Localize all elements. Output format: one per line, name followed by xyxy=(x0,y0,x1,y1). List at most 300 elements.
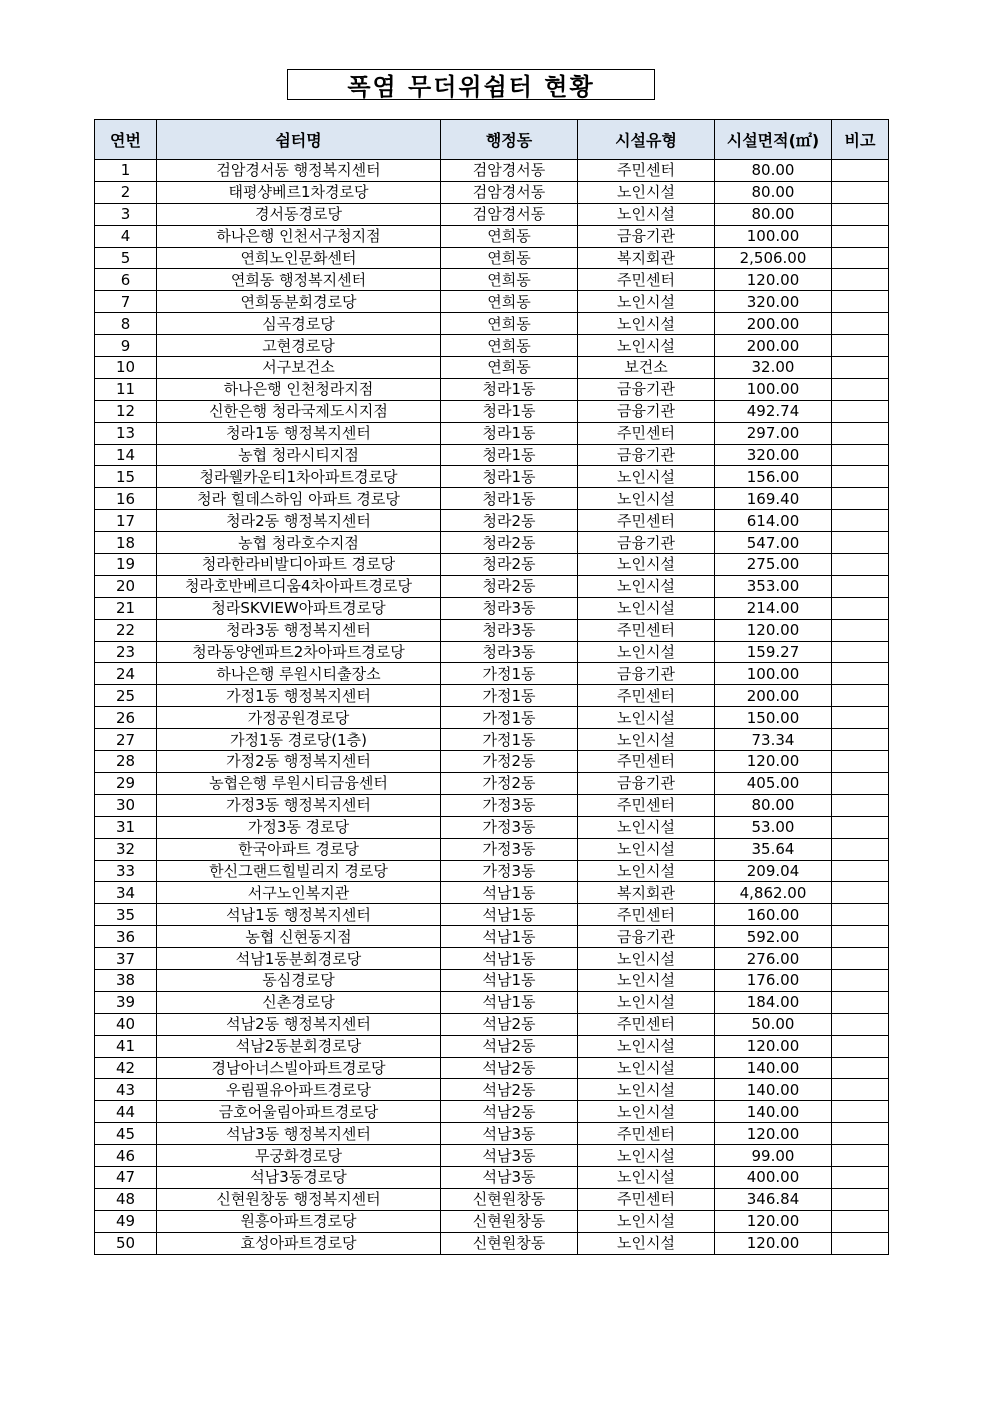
cell-area: 169.40 xyxy=(715,488,832,510)
cell-remarks xyxy=(832,707,889,729)
cell-shelter-name: 우림필유아파트경로당 xyxy=(157,1079,441,1101)
table-row xyxy=(95,357,889,379)
table-row xyxy=(95,291,889,313)
cell-number: 22 xyxy=(95,619,157,641)
cell-number: 23 xyxy=(95,641,157,663)
column-header-remarks: 비고 xyxy=(832,120,889,160)
cell-area: 276.00 xyxy=(715,948,832,970)
cell-remarks xyxy=(832,816,889,838)
cell-number: 32 xyxy=(95,838,157,860)
cell-district: 가정2동 xyxy=(441,772,578,794)
cell-district: 청라1동 xyxy=(441,444,578,466)
cell-remarks xyxy=(832,663,889,685)
cell-remarks xyxy=(832,882,889,904)
table-row xyxy=(95,575,889,597)
cell-area: 120.00 xyxy=(715,751,832,773)
cell-number: 25 xyxy=(95,685,157,707)
cell-remarks xyxy=(832,444,889,466)
cell-facility-type: 금융기관 xyxy=(578,400,715,422)
table-row xyxy=(95,597,889,619)
cell-district: 석남1동 xyxy=(441,969,578,991)
cell-remarks xyxy=(832,1232,889,1254)
cell-district: 가정1동 xyxy=(441,707,578,729)
cell-remarks xyxy=(832,1013,889,1035)
table-row xyxy=(95,1232,889,1254)
cell-area: 120.00 xyxy=(715,1123,832,1145)
cell-number: 41 xyxy=(95,1035,157,1057)
cell-shelter-name: 가정1동 행정복지센터 xyxy=(157,685,441,707)
cell-area: 400.00 xyxy=(715,1166,832,1188)
cell-district: 신현원창동 xyxy=(441,1210,578,1232)
cell-number: 4 xyxy=(95,225,157,247)
cell-district: 석남1동 xyxy=(441,926,578,948)
cell-district: 석남3동 xyxy=(441,1123,578,1145)
column-header-district: 행정동 xyxy=(441,120,578,160)
cell-remarks xyxy=(832,1101,889,1123)
cell-remarks xyxy=(832,685,889,707)
cell-district: 신현원창동 xyxy=(441,1232,578,1254)
cell-remarks xyxy=(832,948,889,970)
table-row xyxy=(95,1188,889,1210)
cell-facility-type: 노인시설 xyxy=(578,860,715,882)
table-row xyxy=(95,816,889,838)
cell-number: 13 xyxy=(95,422,157,444)
cell-area: 320.00 xyxy=(715,444,832,466)
cell-number: 49 xyxy=(95,1210,157,1232)
cell-facility-type: 주민센터 xyxy=(578,422,715,444)
table-row xyxy=(95,1166,889,1188)
cell-remarks xyxy=(832,1188,889,1210)
cell-number: 26 xyxy=(95,707,157,729)
cell-shelter-name: 경남아너스빌아파트경로당 xyxy=(157,1057,441,1079)
cell-district: 가정1동 xyxy=(441,685,578,707)
cell-district: 청라1동 xyxy=(441,400,578,422)
cell-facility-type: 노인시설 xyxy=(578,597,715,619)
cell-area: 80.00 xyxy=(715,203,832,225)
table-row xyxy=(95,335,889,357)
cell-number: 43 xyxy=(95,1079,157,1101)
cell-number: 24 xyxy=(95,663,157,685)
cell-facility-type: 금융기관 xyxy=(578,772,715,794)
cell-shelter-name: 청라웰카운티1차아파트경로당 xyxy=(157,466,441,488)
table-row xyxy=(95,729,889,751)
cell-district: 석남2동 xyxy=(441,1013,578,1035)
cell-remarks xyxy=(832,1123,889,1145)
cell-facility-type: 주민센터 xyxy=(578,1188,715,1210)
cell-district: 가정3동 xyxy=(441,816,578,838)
cell-area: 53.00 xyxy=(715,816,832,838)
cell-district: 청라3동 xyxy=(441,641,578,663)
cell-district: 가정1동 xyxy=(441,663,578,685)
header-row xyxy=(95,120,889,160)
cell-shelter-name: 석남3동경로당 xyxy=(157,1166,441,1188)
cell-number: 35 xyxy=(95,904,157,926)
cell-number: 50 xyxy=(95,1232,157,1254)
table-row xyxy=(95,488,889,510)
cell-remarks xyxy=(832,1166,889,1188)
column-header-shelter-name: 쉼터명 xyxy=(157,120,441,160)
table-row xyxy=(95,1210,889,1232)
cell-district: 가정3동 xyxy=(441,860,578,882)
cell-remarks xyxy=(832,794,889,816)
cell-shelter-name: 신현원창동 행정복지센터 xyxy=(157,1188,441,1210)
cell-district: 가정3동 xyxy=(441,838,578,860)
table-row xyxy=(95,247,889,269)
table-row xyxy=(95,663,889,685)
cell-number: 47 xyxy=(95,1166,157,1188)
cell-remarks xyxy=(832,335,889,357)
cell-facility-type: 주민센터 xyxy=(578,160,715,182)
cell-facility-type: 복지회관 xyxy=(578,247,715,269)
cell-remarks xyxy=(832,1145,889,1167)
cell-remarks xyxy=(832,422,889,444)
table-row xyxy=(95,1145,889,1167)
cell-area: 200.00 xyxy=(715,685,832,707)
cell-facility-type: 노인시설 xyxy=(578,707,715,729)
cell-district: 연희동 xyxy=(441,357,578,379)
cell-district: 가정1동 xyxy=(441,729,578,751)
cell-remarks xyxy=(832,729,889,751)
table-row xyxy=(95,860,889,882)
cell-facility-type: 노인시설 xyxy=(578,1035,715,1057)
cell-shelter-name: 고현경로당 xyxy=(157,335,441,357)
cell-remarks xyxy=(832,181,889,203)
cell-number: 9 xyxy=(95,335,157,357)
cell-remarks xyxy=(832,926,889,948)
cell-district: 석남2동 xyxy=(441,1035,578,1057)
cell-shelter-name: 농협 청라시티지점 xyxy=(157,444,441,466)
table-row xyxy=(95,466,889,488)
cell-area: 209.04 xyxy=(715,860,832,882)
cell-facility-type: 노인시설 xyxy=(578,948,715,970)
cell-shelter-name: 원흥아파트경로당 xyxy=(157,1210,441,1232)
cell-area: 120.00 xyxy=(715,1210,832,1232)
cell-district: 청라2동 xyxy=(441,510,578,532)
cell-facility-type: 노인시설 xyxy=(578,838,715,860)
cell-area: 4,862.00 xyxy=(715,882,832,904)
table-row xyxy=(95,1035,889,1057)
table-row xyxy=(95,160,889,182)
cell-number: 31 xyxy=(95,816,157,838)
cell-remarks xyxy=(832,860,889,882)
cell-shelter-name: 청라1동 행정복지센터 xyxy=(157,422,441,444)
column-header-number: 연번 xyxy=(95,120,157,160)
cell-area: 140.00 xyxy=(715,1079,832,1101)
cell-area: 2,506.00 xyxy=(715,247,832,269)
cell-number: 20 xyxy=(95,575,157,597)
table-row xyxy=(95,772,889,794)
cell-shelter-name: 석남1동 행정복지센터 xyxy=(157,904,441,926)
cell-facility-type: 주민센터 xyxy=(578,1123,715,1145)
cell-shelter-name: 청라3동 행정복지센터 xyxy=(157,619,441,641)
cell-remarks xyxy=(832,575,889,597)
table-row xyxy=(95,794,889,816)
cell-area: 320.00 xyxy=(715,291,832,313)
cell-number: 16 xyxy=(95,488,157,510)
cell-area: 120.00 xyxy=(715,619,832,641)
cell-area: 160.00 xyxy=(715,904,832,926)
cell-facility-type: 노인시설 xyxy=(578,729,715,751)
cell-remarks xyxy=(832,269,889,291)
cell-number: 19 xyxy=(95,554,157,576)
table-row xyxy=(95,838,889,860)
cell-shelter-name: 금호어울림아파트경로당 xyxy=(157,1101,441,1123)
cell-number: 15 xyxy=(95,466,157,488)
cell-shelter-name: 서구보건소 xyxy=(157,357,441,379)
cell-area: 100.00 xyxy=(715,378,832,400)
cell-district: 검암경서동 xyxy=(441,160,578,182)
cell-remarks xyxy=(832,772,889,794)
cell-shelter-name: 청라SKVIEW아파트경로당 xyxy=(157,597,441,619)
cell-number: 38 xyxy=(95,969,157,991)
cell-remarks xyxy=(832,904,889,926)
cell-shelter-name: 석남1동분회경로당 xyxy=(157,948,441,970)
cell-area: 353.00 xyxy=(715,575,832,597)
cell-facility-type: 주민센터 xyxy=(578,751,715,773)
table-row xyxy=(95,422,889,444)
cell-remarks xyxy=(832,619,889,641)
cell-shelter-name: 서구노인복지관 xyxy=(157,882,441,904)
cell-shelter-name: 가정3동 행정복지센터 xyxy=(157,794,441,816)
cell-shelter-name: 경서동경로당 xyxy=(157,203,441,225)
cell-district: 석남2동 xyxy=(441,1057,578,1079)
cell-area: 140.00 xyxy=(715,1101,832,1123)
cell-facility-type: 노인시설 xyxy=(578,991,715,1013)
cell-district: 가정2동 xyxy=(441,751,578,773)
cell-district: 석남1동 xyxy=(441,904,578,926)
cell-facility-type: 노인시설 xyxy=(578,466,715,488)
cell-number: 8 xyxy=(95,313,157,335)
table-row xyxy=(95,619,889,641)
cell-remarks xyxy=(832,1057,889,1079)
cell-number: 37 xyxy=(95,948,157,970)
cell-shelter-name: 농협은행 루원시티금융센터 xyxy=(157,772,441,794)
cell-area: 120.00 xyxy=(715,1035,832,1057)
cell-facility-type: 금융기관 xyxy=(578,532,715,554)
cell-shelter-name: 연희노인문화센터 xyxy=(157,247,441,269)
column-header-area: 시설면적(㎡) xyxy=(715,120,832,160)
cell-area: 200.00 xyxy=(715,335,832,357)
cell-district: 청라2동 xyxy=(441,554,578,576)
cell-shelter-name: 석남2동 행정복지센터 xyxy=(157,1013,441,1035)
cell-remarks xyxy=(832,751,889,773)
cell-facility-type: 노인시설 xyxy=(578,313,715,335)
cell-area: 592.00 xyxy=(715,926,832,948)
cell-area: 32.00 xyxy=(715,357,832,379)
cell-remarks xyxy=(832,991,889,1013)
cell-shelter-name: 동심경로당 xyxy=(157,969,441,991)
cell-shelter-name: 청라호반베르디움4차아파트경로당 xyxy=(157,575,441,597)
cell-area: 159.27 xyxy=(715,641,832,663)
table-row xyxy=(95,378,889,400)
cell-district: 신현원창동 xyxy=(441,1188,578,1210)
cell-remarks xyxy=(832,313,889,335)
column-header-facility-type: 시설유형 xyxy=(578,120,715,160)
cell-number: 45 xyxy=(95,1123,157,1145)
cell-area: 100.00 xyxy=(715,663,832,685)
cell-shelter-name: 농협 청라호수지점 xyxy=(157,532,441,554)
cell-facility-type: 노인시설 xyxy=(578,554,715,576)
cell-facility-type: 금융기관 xyxy=(578,663,715,685)
page-title: 폭염 무더위쉼터 현황 xyxy=(287,69,655,100)
cell-facility-type: 주민센터 xyxy=(578,619,715,641)
cell-area: 140.00 xyxy=(715,1057,832,1079)
cell-facility-type: 주민센터 xyxy=(578,1013,715,1035)
cell-remarks xyxy=(832,510,889,532)
cell-number: 12 xyxy=(95,400,157,422)
cell-number: 21 xyxy=(95,597,157,619)
cell-remarks xyxy=(832,400,889,422)
cell-facility-type: 노인시설 xyxy=(578,1210,715,1232)
cell-number: 39 xyxy=(95,991,157,1013)
cell-district: 연희동 xyxy=(441,269,578,291)
cell-shelter-name: 가정2동 행정복지센터 xyxy=(157,751,441,773)
cell-facility-type: 노인시설 xyxy=(578,291,715,313)
cell-remarks xyxy=(832,838,889,860)
cell-area: 405.00 xyxy=(715,772,832,794)
cell-remarks xyxy=(832,357,889,379)
cell-shelter-name: 연희동분회경로당 xyxy=(157,291,441,313)
cell-number: 48 xyxy=(95,1188,157,1210)
cell-number: 46 xyxy=(95,1145,157,1167)
cell-number: 44 xyxy=(95,1101,157,1123)
cell-district: 청라1동 xyxy=(441,378,578,400)
cell-facility-type: 노인시설 xyxy=(578,1057,715,1079)
cell-remarks xyxy=(832,488,889,510)
cell-facility-type: 노인시설 xyxy=(578,203,715,225)
cell-district: 석남1동 xyxy=(441,948,578,970)
table-row xyxy=(95,510,889,532)
cell-remarks xyxy=(832,1079,889,1101)
cell-facility-type: 노인시설 xyxy=(578,816,715,838)
cell-area: 547.00 xyxy=(715,532,832,554)
table-row xyxy=(95,707,889,729)
cell-district: 청라1동 xyxy=(441,422,578,444)
cell-facility-type: 노인시설 xyxy=(578,488,715,510)
cell-remarks xyxy=(832,1210,889,1232)
cell-facility-type: 주민센터 xyxy=(578,794,715,816)
cell-district: 연희동 xyxy=(441,313,578,335)
cell-district: 연희동 xyxy=(441,247,578,269)
cell-area: 346.84 xyxy=(715,1188,832,1210)
cell-shelter-name: 청라2동 행정복지센터 xyxy=(157,510,441,532)
cell-facility-type: 노인시설 xyxy=(578,1145,715,1167)
cell-area: 35.64 xyxy=(715,838,832,860)
cell-remarks xyxy=(832,378,889,400)
cell-shelter-name: 농협 신현동지점 xyxy=(157,926,441,948)
table-row xyxy=(95,948,889,970)
cell-shelter-name: 가정1동 경로당(1층) xyxy=(157,729,441,751)
cell-number: 7 xyxy=(95,291,157,313)
cell-district: 석남2동 xyxy=(441,1079,578,1101)
table-row xyxy=(95,532,889,554)
table-body xyxy=(95,160,889,1255)
cell-facility-type: 노인시설 xyxy=(578,181,715,203)
cell-number: 28 xyxy=(95,751,157,773)
table-row xyxy=(95,554,889,576)
cell-area: 176.00 xyxy=(715,969,832,991)
cell-district: 연희동 xyxy=(441,335,578,357)
cell-number: 11 xyxy=(95,378,157,400)
cell-area: 614.00 xyxy=(715,510,832,532)
cell-number: 33 xyxy=(95,860,157,882)
table-row xyxy=(95,181,889,203)
table-row xyxy=(95,313,889,335)
cell-district: 청라1동 xyxy=(441,466,578,488)
cell-number: 30 xyxy=(95,794,157,816)
cell-facility-type: 보건소 xyxy=(578,357,715,379)
table-row xyxy=(95,444,889,466)
cell-shelter-name: 한신그랜드힐빌리지 경로당 xyxy=(157,860,441,882)
cell-remarks xyxy=(832,160,889,182)
table-row xyxy=(95,1123,889,1145)
cell-area: 214.00 xyxy=(715,597,832,619)
cell-shelter-name: 석남2동분회경로당 xyxy=(157,1035,441,1057)
table-row xyxy=(95,685,889,707)
cell-remarks xyxy=(832,225,889,247)
cell-shelter-name: 청라 힐데스하임 아파트 경로당 xyxy=(157,488,441,510)
table-row xyxy=(95,641,889,663)
table-row xyxy=(95,751,889,773)
cell-number: 40 xyxy=(95,1013,157,1035)
table-row xyxy=(95,882,889,904)
cell-shelter-name: 무궁화경로당 xyxy=(157,1145,441,1167)
cell-number: 10 xyxy=(95,357,157,379)
cell-shelter-name: 한국아파트 경로당 xyxy=(157,838,441,860)
cell-facility-type: 주민센터 xyxy=(578,510,715,532)
cell-shelter-name: 효성아파트경로당 xyxy=(157,1232,441,1254)
cell-area: 120.00 xyxy=(715,1232,832,1254)
cell-area: 156.00 xyxy=(715,466,832,488)
cell-facility-type: 주민센터 xyxy=(578,685,715,707)
cell-district: 가정3동 xyxy=(441,794,578,816)
cell-facility-type: 노인시설 xyxy=(578,1166,715,1188)
cell-area: 80.00 xyxy=(715,160,832,182)
cell-facility-type: 노인시설 xyxy=(578,641,715,663)
cell-area: 100.00 xyxy=(715,225,832,247)
table-row xyxy=(95,269,889,291)
cell-shelter-name: 청라한라비발디아파트 경로당 xyxy=(157,554,441,576)
cell-remarks xyxy=(832,597,889,619)
cell-shelter-name: 가정3동 경로당 xyxy=(157,816,441,838)
cell-shelter-name: 심곡경로당 xyxy=(157,313,441,335)
cell-shelter-name: 하나은행 인천청라지점 xyxy=(157,378,441,400)
cell-remarks xyxy=(832,291,889,313)
cell-shelter-name: 연희동 행정복지센터 xyxy=(157,269,441,291)
cell-district: 석남3동 xyxy=(441,1166,578,1188)
cell-district: 검암경서동 xyxy=(441,181,578,203)
cell-area: 275.00 xyxy=(715,554,832,576)
cell-shelter-name: 신촌경로당 xyxy=(157,991,441,1013)
cell-district: 검암경서동 xyxy=(441,203,578,225)
cell-facility-type: 금융기관 xyxy=(578,444,715,466)
cell-facility-type: 복지회관 xyxy=(578,882,715,904)
cell-area: 200.00 xyxy=(715,313,832,335)
cell-remarks xyxy=(832,554,889,576)
table-row xyxy=(95,1013,889,1035)
cell-number: 36 xyxy=(95,926,157,948)
cell-number: 29 xyxy=(95,772,157,794)
cell-district: 연희동 xyxy=(441,225,578,247)
cell-number: 14 xyxy=(95,444,157,466)
cell-shelter-name: 하나은행 인천서구청지점 xyxy=(157,225,441,247)
cell-area: 120.00 xyxy=(715,269,832,291)
cell-area: 73.34 xyxy=(715,729,832,751)
cell-facility-type: 노인시설 xyxy=(578,969,715,991)
cell-facility-type: 금융기관 xyxy=(578,225,715,247)
cell-district: 석남1동 xyxy=(441,882,578,904)
cell-shelter-name: 가정공원경로당 xyxy=(157,707,441,729)
